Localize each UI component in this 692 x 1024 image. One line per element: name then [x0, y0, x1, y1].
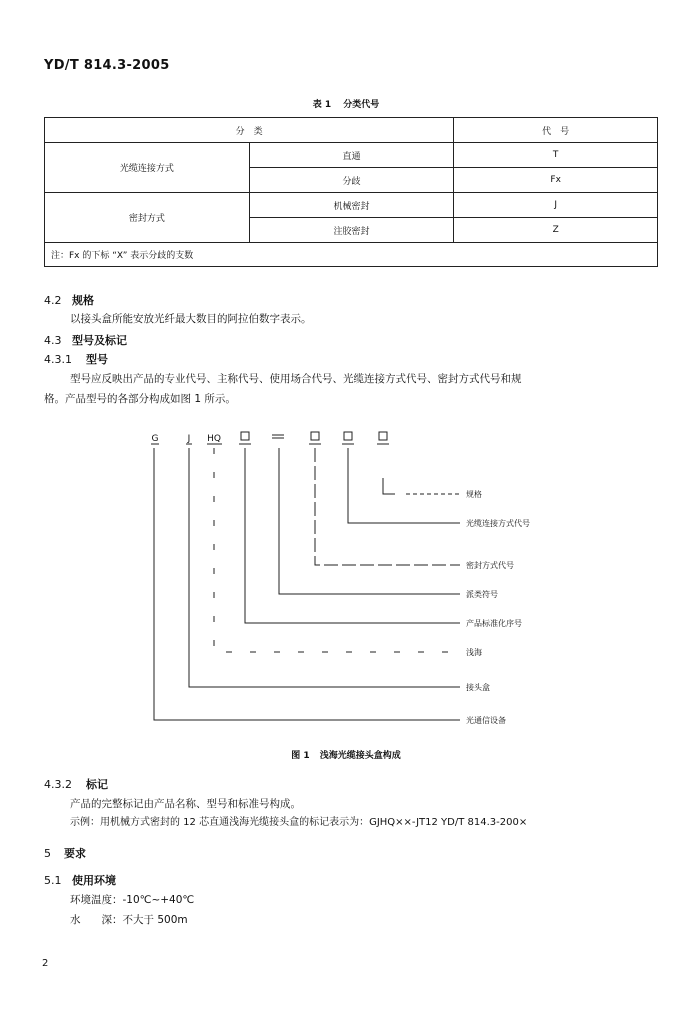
- section-4-3-2-line1: 产品的完整标记由产品名称、型号和标准号构成。: [70, 798, 301, 810]
- type-code: T: [454, 143, 658, 168]
- sub-type: 直通: [249, 143, 454, 168]
- label-spec: 规格: [466, 490, 482, 499]
- standard-code: YD/T 814.3-2005: [44, 58, 170, 73]
- figure-title: 浅海光缆接头盒构成: [319, 751, 401, 761]
- group-name: 密封方式: [45, 193, 250, 243]
- section-4-3-1-line1: 型号应反映出产品的专业代号、主称代号、使用场合代号、光缆连接方式代号、密封方式代号和规: [70, 373, 522, 385]
- sub-type: 注胶密封: [249, 218, 454, 243]
- code-hq: HQ: [207, 434, 221, 444]
- header-category: 分 类: [45, 118, 454, 143]
- code-box: [344, 432, 352, 440]
- label-derivative: 派类符号: [466, 590, 498, 599]
- section-number: 5.1: [44, 874, 62, 887]
- section-5-1-heading: [44, 872, 116, 888]
- section-5-1-temperature: 环境温度：-10℃~+40℃: [70, 894, 195, 906]
- section-4-3-2-line2: 示例：用机械方式密封的 12 芯直通浅海光缆接头盒的标记表示为：GJHQ××-JT12 YD/T 814.3-200×: [70, 817, 528, 828]
- section-number: 4.3: [44, 334, 62, 347]
- label-shallow-sea: 浅海: [466, 648, 482, 657]
- code-box: [241, 432, 249, 440]
- sub-type: 机械密封: [249, 193, 454, 218]
- section-5-heading: [44, 845, 86, 861]
- section-4-3-2-heading: [44, 776, 108, 792]
- section-number: 5: [44, 847, 51, 860]
- section-4-3-1-line2: 格。产品型号的各部分构成如图 1 所示。: [44, 393, 236, 405]
- figure-caption: [0, 748, 692, 761]
- section-number: 4.2: [44, 294, 62, 307]
- leader-lines: [154, 448, 460, 720]
- type-code: Fx: [454, 168, 658, 193]
- section-title: 标记: [86, 778, 108, 791]
- type-code: Z: [454, 218, 658, 243]
- header-code: 代 号: [454, 118, 658, 143]
- code-box: [379, 432, 387, 440]
- code-j: J: [187, 434, 191, 444]
- code-g: G: [151, 434, 159, 444]
- label-cable-connection: 光缆连接方式代号: [466, 519, 530, 528]
- section-4-2-text: 以接头盒所能安放光纤最大数目的阿拉伯数字表示。: [70, 313, 312, 325]
- label-seal-method: 密封方式代号: [466, 561, 514, 570]
- figure-number: 图 1: [291, 751, 310, 761]
- table-caption: 分类代号: [343, 100, 380, 110]
- type-code: J: [454, 193, 658, 218]
- table-number: 表 1: [312, 100, 332, 110]
- label-splice-closure: 接头盒: [466, 683, 490, 692]
- sub-type: 分歧: [249, 168, 454, 193]
- label-product-serial: 产品标准化序号: [466, 619, 522, 628]
- label-optical-comm: 光通信设备: [466, 716, 506, 725]
- table-note: 注：Fx 的下标 “X” 表示分歧的支数: [45, 243, 658, 267]
- section-number: 4.3.1: [44, 353, 72, 366]
- group-name: 光缆连接方式: [45, 143, 250, 193]
- section-number: 4.3.2: [44, 778, 72, 791]
- page-number: 2: [42, 958, 49, 969]
- code-box: [311, 432, 319, 440]
- section-title: 使用环境: [72, 874, 116, 887]
- section-title: 要求: [64, 847, 86, 860]
- section-title: 型号及标记: [72, 334, 127, 347]
- section-title: 规格: [72, 294, 94, 307]
- section-title: 型号: [86, 353, 108, 366]
- section-5-1-depth: 水 深：不大于 500m: [70, 914, 188, 926]
